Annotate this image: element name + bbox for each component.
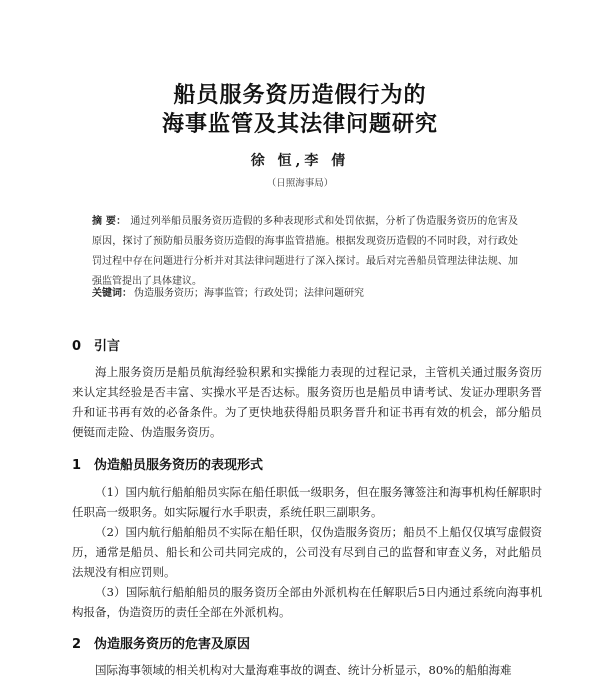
keywords bbox=[92, 284, 518, 304]
section-heading-1 bbox=[72, 454, 263, 473]
abstract-text: 通过列举船员服务资历造假的多种表现形式和处罚依据，分析了伪造服务资历的危害及原因，探讨了预防船员服务资历造假的海事监管措施。根据发现资历造假的不同时段，对行政处罚过程中存在问题进行分析并对其法律问题进行了深入探讨。最后对完善船员管理法律法规、加强监管提出了具体建议。 bbox=[92, 216, 518, 287]
section-number: 1 bbox=[72, 458, 82, 473]
keywords-text: 伪造服务资历；海事监管；行政处罚；法律问题研究 bbox=[134, 288, 364, 299]
section-heading-0 bbox=[72, 335, 120, 354]
paragraph: （2）国内航行船舶船员不实际在船任职，仅伪造服务资历；船员不上船仅仅填写虚假资历，通常是船员、船长和公司共同完成的，公司没有尽到自己的监督和审查义务，对此船员法规没有相应罚则。 bbox=[72, 525, 542, 579]
title-line-2: 海事监管及其法律问题研究 bbox=[161, 112, 438, 137]
authors: 徐 恒,李 倩 bbox=[250, 153, 350, 169]
section-title: 伪造船员服务资历的表现形式 bbox=[94, 458, 264, 473]
section-number: 2 bbox=[72, 637, 82, 652]
paragraph: 国际海事领域的相关机构对大量海难事故的调查、统计分析显示，80%的船舶海难 bbox=[95, 663, 512, 677]
section-number: 0 bbox=[72, 339, 82, 354]
paragraph: （3）国际航行船舶船员的服务资历全部由外派机构在任解职后5日内通过系统向海事机构报备，伪造资历的责任全部在外派机构。 bbox=[72, 585, 542, 619]
section-title: 引言 bbox=[94, 339, 121, 354]
keywords-label: 关键词： bbox=[92, 288, 132, 299]
section-heading-2 bbox=[72, 633, 250, 652]
section-title: 伪造服务资历的危害及原因 bbox=[94, 637, 251, 652]
title-line-1: 船员服务资历造假行为的 bbox=[173, 83, 427, 108]
abstract bbox=[92, 212, 518, 292]
paragraph: 海上服务资历是船员航海经验积累和实操能力表现的过程记录，主管机关通过服务资历来认定其经验是否丰富、实操水平是否达标。服务资历也是船员申请考试、发证办理职务晋升和证书再有效的必备条件。为了更快地获得船员职务晋升和证书再有效的机会，部分船员便铤而走险、伪造服务资历。 bbox=[72, 365, 542, 439]
paragraph: （1）国内航行船舶船员实际在船任职低一级职务，但在服务簿签注和海事机构任解职时任职高一级职务。如实际履行水手职责，系统任职三副职务。 bbox=[72, 485, 542, 519]
affiliation: （日照海事局） bbox=[266, 178, 334, 189]
abstract-label: 摘 要： bbox=[92, 216, 127, 227]
